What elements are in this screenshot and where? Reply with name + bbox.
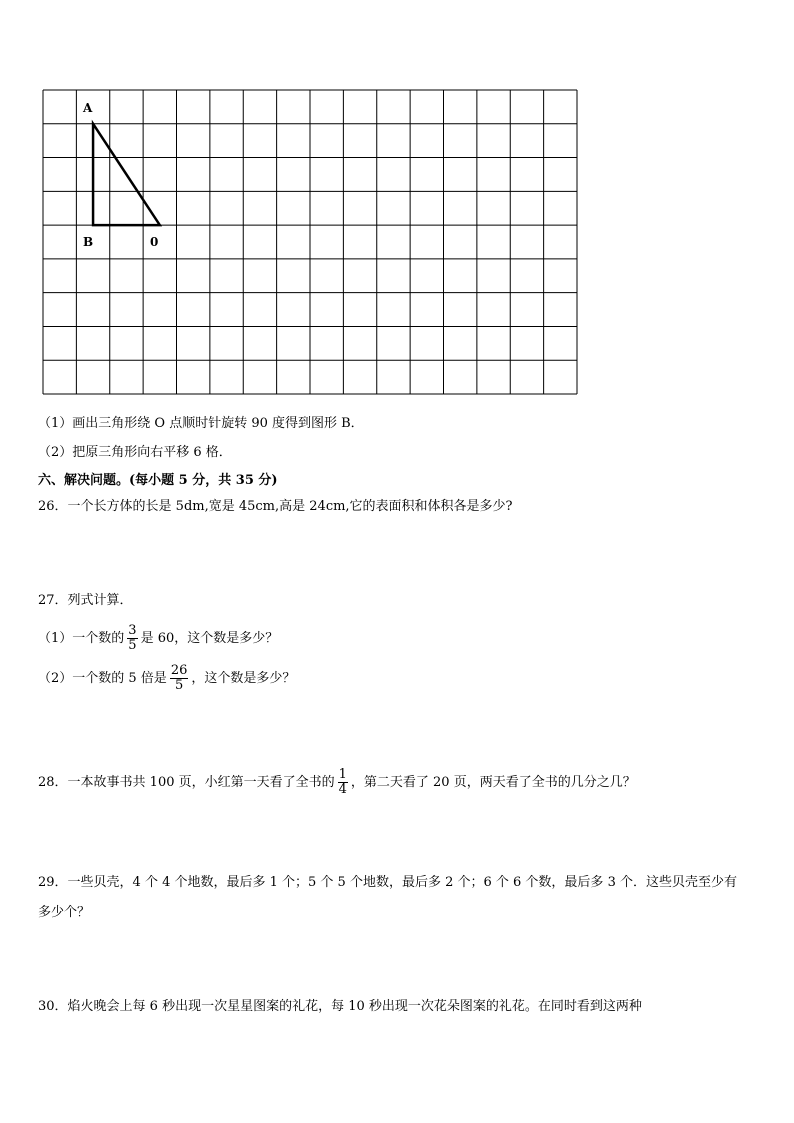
fraction-numerator: 1: [338, 767, 347, 782]
grid-lines: [43, 90, 577, 394]
point-label-a: A: [83, 101, 93, 115]
q28-pre: 28．一本故事书共 100 页，小红第一天看了全书的: [38, 775, 335, 790]
q29-line1: 29．一些贝壳，4 个 4 个地数，最后多 1 个；5 个 5 个地数，最后多 2 个；6 个 6 个数，最后多 3 个．这些贝壳至少有: [38, 875, 737, 890]
q28-post: ，第二天看了 20 页，两天看了全书的几分之几？: [350, 775, 636, 790]
q27-sub2: [38, 664, 295, 693]
fraction-26-5: [170, 664, 189, 693]
fraction-1-4: [338, 768, 348, 797]
q29-line2: 多少个？: [38, 905, 91, 920]
fraction-numerator: 3: [128, 623, 137, 638]
section-6-title: 六、解决问题。(每小题 5 分，共 35 分): [38, 473, 278, 488]
triangle-abo: [93, 124, 160, 225]
point-label-o: 0: [150, 235, 159, 249]
fraction-denominator: 5: [128, 638, 137, 653]
q27-sub2-pre: （2）一个数的 5 倍是: [38, 671, 167, 686]
q27-sub1-post: 是 60，这个数是多少？: [140, 631, 279, 646]
q27-sub2-post: ，这个数是多少？: [191, 671, 296, 686]
fraction-numerator: 26: [170, 663, 188, 678]
q25-sub2: （2）把原三角形向右平移 6 格．: [38, 445, 232, 460]
fraction-3-5: [127, 624, 137, 653]
grid-figure: [42, 89, 578, 395]
q28-text: [38, 768, 636, 797]
q30-line1: 30．焰火晚会上每 6 秒出现一次星星图案的礼花，每 10 秒出现一次花朵图案的礼花。在同时看到这两种: [38, 999, 642, 1014]
q25-sub1: （1）画出三角形绕 O 点顺时针旋转 90 度得到图形 B．: [38, 416, 364, 431]
fraction-denominator: 4: [338, 782, 347, 797]
q27-sub1-pre: （1）一个数的: [38, 631, 125, 646]
q27-sub1: [38, 624, 278, 653]
fraction-denominator: 5: [174, 678, 184, 693]
point-label-b: B: [83, 235, 94, 249]
q27-title: 27．列式计算．: [38, 593, 133, 608]
q26-text: 26．一个长方体的长是 5dm,宽是 45cm,高是 24cm,它的表面积和体积各是多少?: [38, 499, 513, 514]
